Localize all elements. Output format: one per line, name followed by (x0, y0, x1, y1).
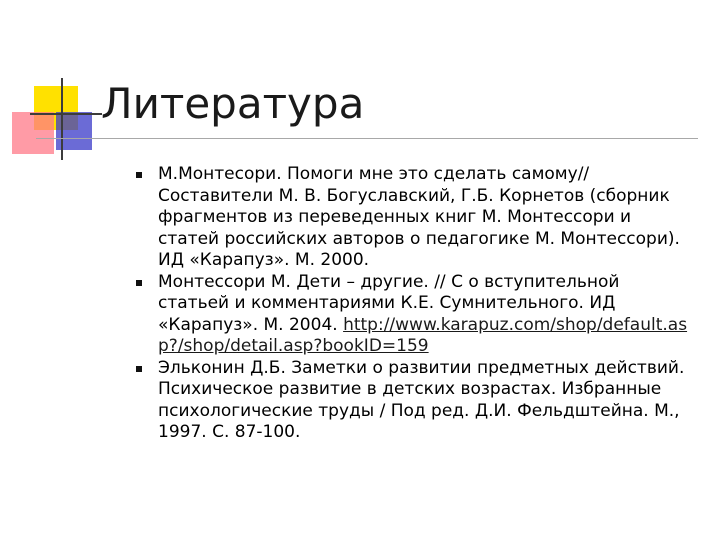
reference-item-montessori-2004 (131, 272, 691, 358)
reference-text: М.Монтесори. Помоги мне это сделать самому// Составители М. В. Богуславский, Г.Б. Корнетов (сборник фрагментов из переведенных книг М. Монтессори и статей российских авторов о педагогике М. Монтессори). ИД «Карапуз». М. 2000. (158, 164, 680, 270)
reference-link[interactable]: http://www.karapuz.com/shop/default.asp?/shop/detail.asp?bookID=159 (158, 314, 688, 356)
reference-item-elkonin-1997 (131, 358, 691, 444)
horizontal-line-decoration (30, 113, 102, 115)
bullet-icon (136, 172, 142, 178)
bullet-icon (136, 366, 142, 372)
red-square-decoration (12, 112, 54, 154)
vertical-line-decoration (61, 78, 63, 160)
reference-text: Монтессори М. Дети – другие. // С о вступительной статьей и комментариями К.Е. Сумнительного. ИД «Карапуз». М. 2004. (158, 271, 620, 335)
title-divider (36, 138, 698, 139)
bullet-icon (136, 280, 142, 286)
slide-decoration (0, 0, 110, 170)
reference-item-montessori-2000 (131, 164, 691, 272)
page-title: Литература (101, 79, 365, 128)
reference-text: Эльконин Д.Б. Заметки о развитии предметных действий. Психическое развитие в детских возрастах. Избранные психологические труды / Под ред. Д.И. Фельдштейна. М., 1997. С. 87-100. (158, 357, 685, 442)
reference-list (131, 164, 691, 444)
